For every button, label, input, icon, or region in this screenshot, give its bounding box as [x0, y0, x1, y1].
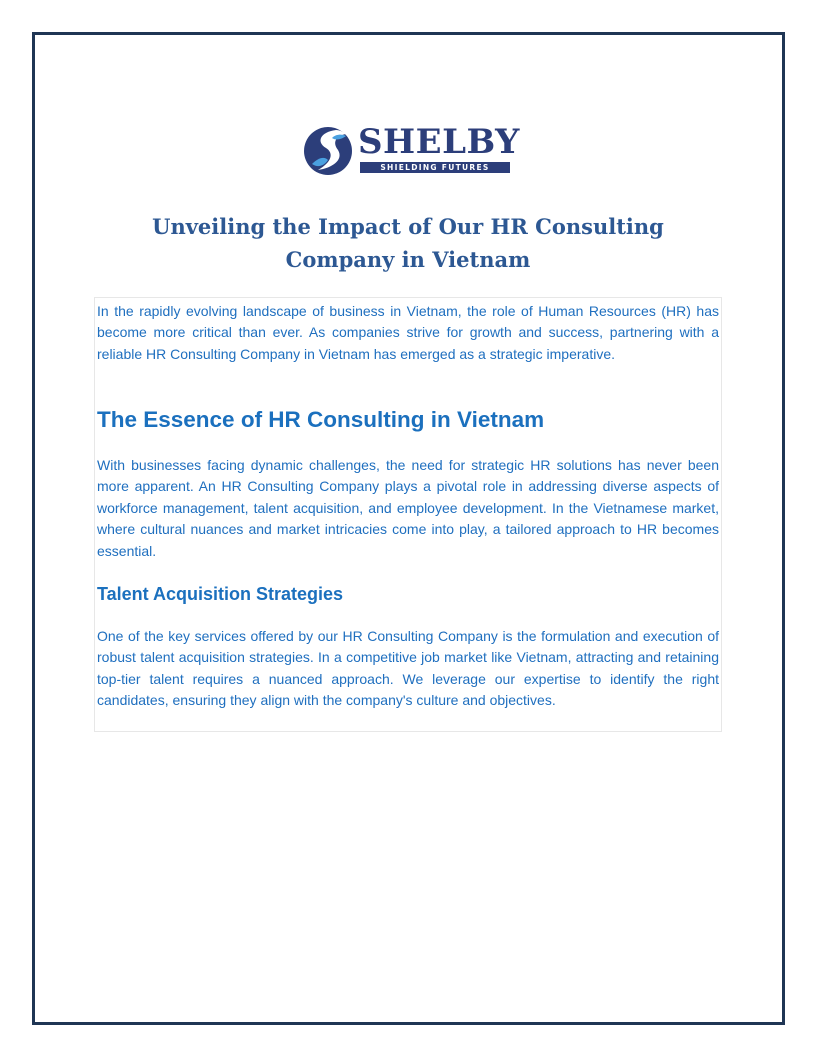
- shelby-logo: [302, 122, 520, 176]
- talent-paragraph: One of the key services offered by our HR Consulting Company is the formulation and execution of robust talent acquisition strategies. In a competitive job market like Vietnam, attracting and retaining top-tier talent requires a nuanced approach. We leverage our expertise to identify the right candidates, ensuring they align with the company's culture and objectives.: [97, 628, 719, 709]
- essence-paragraph: With businesses facing dynamic challenges, the need for strategic HR solutions has never been more apparent. An HR Consulting Company plays a pivotal role in addressing diverse aspects of workforce management, talent acquisition, and employee development. In the Vietnamese market, where cultural nuances and market intricacies come into play, a tailored approach to HR becomes essential.: [97, 457, 719, 559]
- logo-wordmark: SHELBY: [358, 122, 520, 162]
- document-title: Unveiling the Impact of Our HR Consulting Company in Vietnam: [152, 214, 664, 272]
- logo-tagline: SHIELDING FUTURES: [360, 162, 510, 173]
- section-heading-talent: Talent Acquisition Strategies: [97, 584, 344, 604]
- section-heading-essence: The Essence of HR Consulting in Vietnam: [97, 407, 545, 432]
- shelby-swirl-icon: [302, 126, 356, 176]
- intro-paragraph: In the rapidly evolving landscape of business in Vietnam, the role of Human Resources (HR) has become more critical than ever. As companies strive for growth and success, partnering with a reliable HR Consulting Company in Vietnam has emerged as a strategic imperative.: [97, 303, 719, 362]
- article-body: [94, 297, 722, 732]
